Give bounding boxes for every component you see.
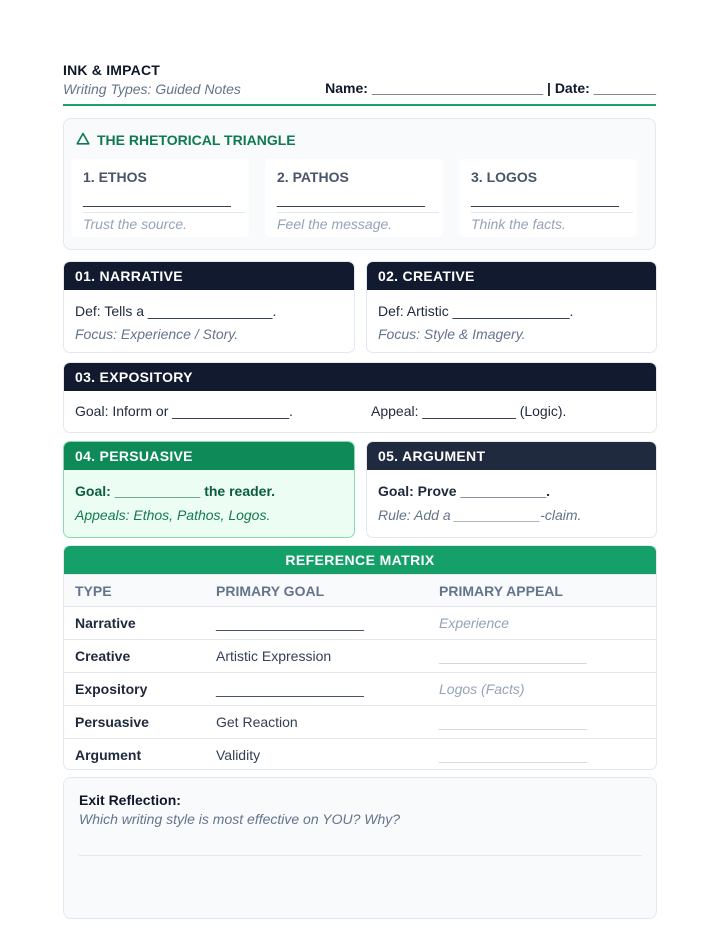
column-header-goal: PRIMARY GOAL <box>216 583 325 599</box>
name-date-field[interactable]: Name: ______________________ | Date: ________ <box>325 80 656 96</box>
header-divider <box>63 104 656 106</box>
table-row <box>64 672 656 705</box>
row-goal[interactable]: ___________________ <box>216 681 364 697</box>
argument-title: 05. ARGUMENT <box>367 442 656 470</box>
expository-goal[interactable]: Goal: Inform or _______________. <box>75 403 293 419</box>
row-goal: Artistic Expression <box>216 648 332 664</box>
row-appeal[interactable]: ___________________ <box>439 648 587 664</box>
expository-appeal[interactable]: Appeal: ____________ (Logic). <box>371 403 567 419</box>
logos-blank[interactable]: ___________________ <box>471 191 619 207</box>
row-appeal: Experience <box>439 615 510 631</box>
persuasive-title: 04. PERSUASIVE <box>64 442 354 470</box>
row-appeal[interactable]: ___________________ <box>439 747 587 763</box>
pathos-blank[interactable]: ___________________ <box>277 191 425 207</box>
pathos-card <box>265 159 443 237</box>
logos-hint: Think the facts. <box>471 216 566 232</box>
persuasive-goal[interactable]: Goal: ___________ the reader. <box>75 483 276 499</box>
argument-rule[interactable]: Rule: Add a ___________-claim. <box>378 507 582 523</box>
creative-card <box>366 261 657 353</box>
card-divider <box>471 212 633 213</box>
reference-matrix-title: REFERENCE MATRIX <box>64 546 656 574</box>
row-goal: Get Reaction <box>216 714 298 730</box>
ethos-card <box>71 159 249 237</box>
column-header-appeal: PRIMARY APPEAL <box>439 583 563 599</box>
answer-line[interactable] <box>79 855 642 856</box>
table-row <box>64 606 656 639</box>
card-divider <box>277 212 439 213</box>
row-appeal[interactable]: ___________________ <box>439 714 587 730</box>
narrative-definition[interactable]: Def: Tells a ________________. <box>75 303 277 319</box>
rhetorical-triangle-panel <box>63 118 656 250</box>
persuasive-appeals: Appeals: Ethos, Pathos, Logos. <box>75 507 271 523</box>
table-row <box>64 738 656 770</box>
expository-title: 03. EXPOSITORY <box>64 363 656 391</box>
pathos-hint: Feel the message. <box>277 216 393 232</box>
row-goal[interactable]: ___________________ <box>216 615 364 631</box>
exit-reflection-title: Exit Reflection: <box>79 792 181 808</box>
reference-matrix <box>63 545 657 770</box>
narrative-focus: Focus: Experience / Story. <box>75 326 239 342</box>
ethos-hint: Trust the source. <box>83 216 188 232</box>
argument-goal[interactable]: Goal: Prove ___________. <box>378 483 551 499</box>
row-type: Creative <box>75 648 131 664</box>
triangle-outline-icon <box>76 132 90 148</box>
exit-reflection-panel <box>63 777 657 919</box>
creative-definition[interactable]: Def: Artistic _______________. <box>378 303 574 319</box>
row-type: Argument <box>75 747 142 763</box>
logos-card <box>459 159 637 237</box>
table-row <box>64 639 656 672</box>
persuasive-card <box>63 441 355 538</box>
pathos-label: 2. PATHOS <box>277 169 349 185</box>
rhetorical-triangle-title: THE RHETORICAL TRIANGLE <box>97 132 296 148</box>
logos-label: 3. LOGOS <box>471 169 538 185</box>
argument-card <box>366 441 657 538</box>
narrative-title: 01. NARRATIVE <box>64 262 354 290</box>
row-type: Narrative <box>75 615 136 631</box>
row-type: Expository <box>75 681 148 697</box>
matrix-header-row <box>64 574 656 607</box>
worksheet-subtitle: Writing Types: Guided Notes <box>63 81 241 97</box>
creative-title: 02. CREATIVE <box>367 262 656 290</box>
rhetorical-triangle-heading <box>76 132 296 148</box>
row-goal: Validity <box>216 747 261 763</box>
exit-reflection-question: Which writing style is most effective on YOU? Why? <box>79 811 401 827</box>
card-divider <box>83 212 245 213</box>
column-header-type: TYPE <box>75 583 112 599</box>
expository-card <box>63 362 657 433</box>
creative-focus: Focus: Style & Imagery. <box>378 326 526 342</box>
row-appeal: Logos (Facts) <box>439 681 525 697</box>
ethos-blank[interactable]: ___________________ <box>83 191 231 207</box>
row-type: Persuasive <box>75 714 149 730</box>
worksheet-title: INK & IMPACT <box>63 62 161 78</box>
narrative-card <box>63 261 355 353</box>
table-row <box>64 705 656 738</box>
ethos-label: 1. ETHOS <box>83 169 147 185</box>
